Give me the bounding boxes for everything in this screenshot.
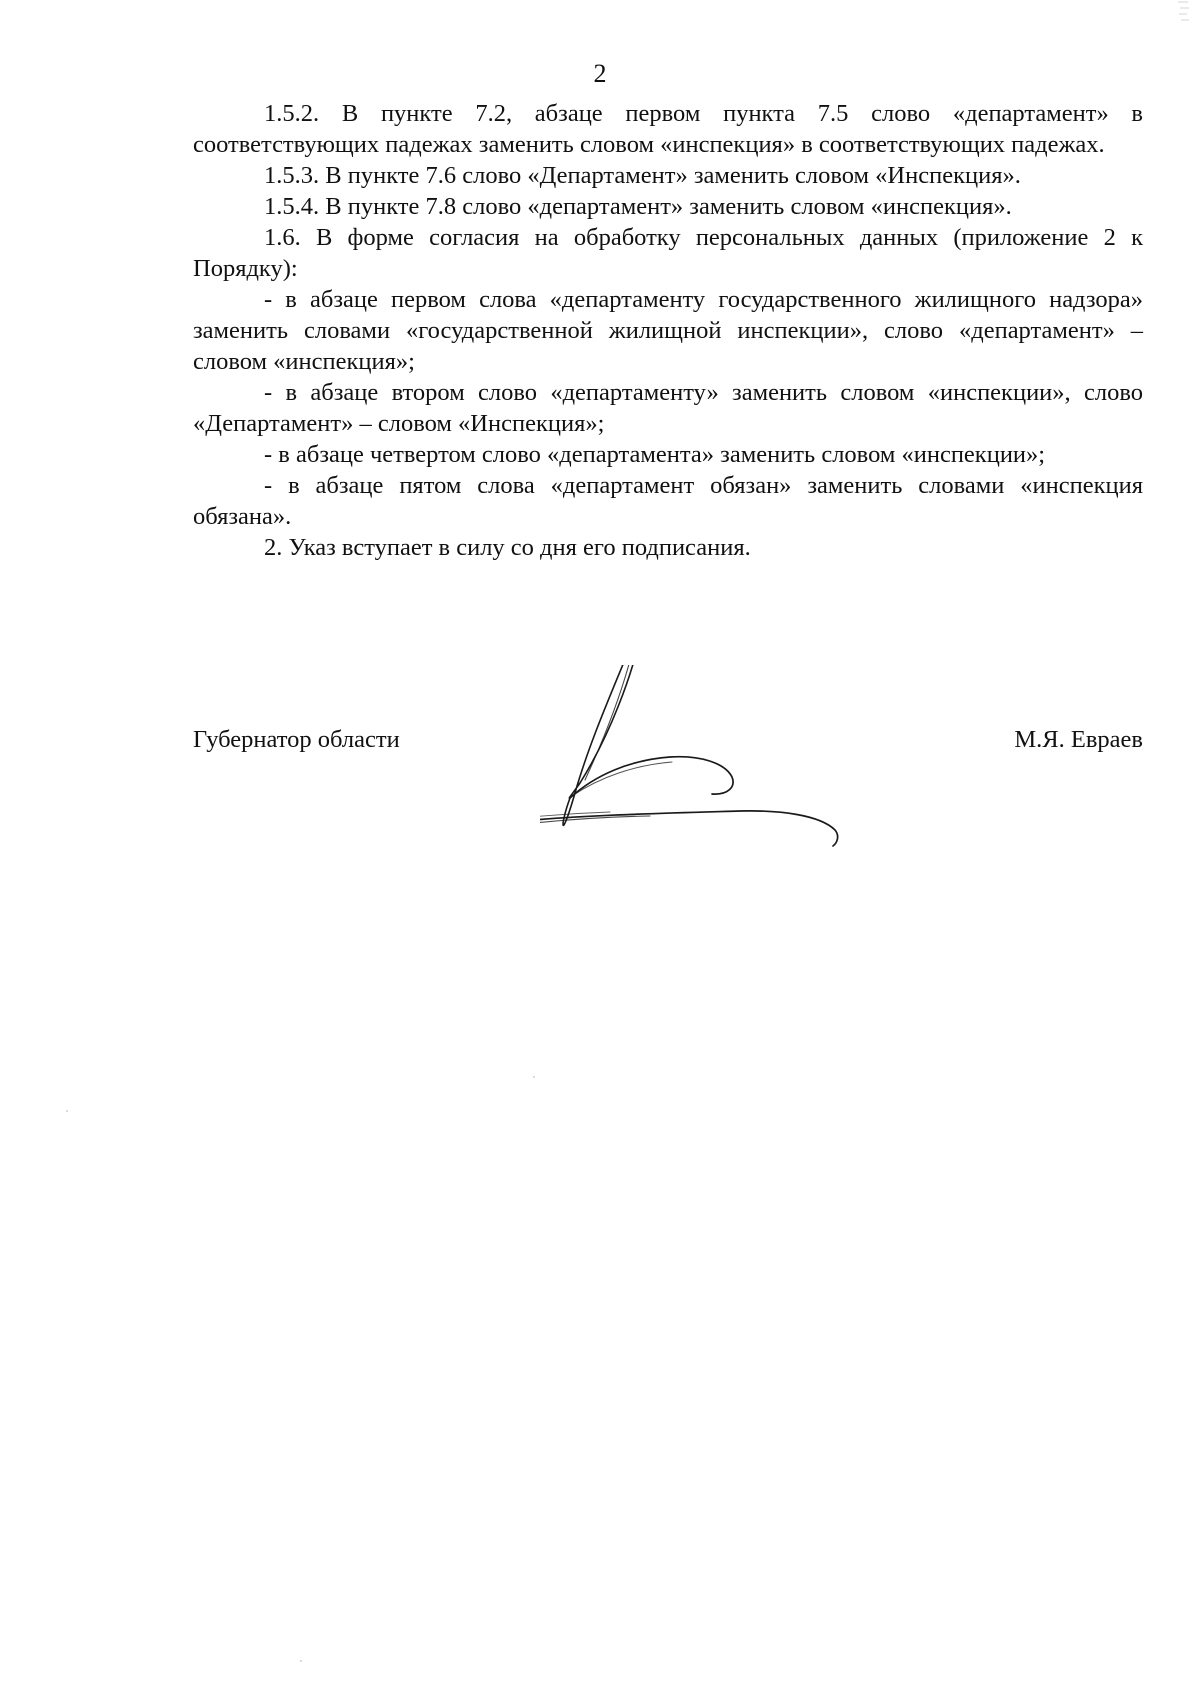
scan-edge-mark	[1174, 0, 1192, 26]
signer-name: М.Я. Евраев	[1014, 726, 1143, 753]
document-body	[193, 98, 1143, 563]
paragraph-1-5-3: 1.5.3. В пункте 7.6 слово «Департамент» заменить словом «Инспекция».	[264, 162, 1021, 189]
list-item-fourth-paragraph: - в абзаце четвертом слово «департамента» заменить словом «инспекции»;	[264, 441, 1046, 468]
page-number: 2	[593, 59, 607, 88]
paragraph-1-5-2: 1.5.2. В пункте 7.2, абзаце первом пункта 7.5 слово «департамент» в соответствующих падежах заменить словом «инспекция» в соответствующих падежах.	[193, 100, 1143, 158]
paragraph-1-5-4: 1.5.4. В пункте 7.8 слово «департамент» заменить словом «инспекция».	[264, 193, 1012, 220]
paragraph-1-6: 1.6. В форме согласия на обработку персональных данных (приложение 2 к Порядку):	[193, 224, 1143, 282]
scan-speck	[66, 1110, 68, 1112]
scan-speck	[300, 1660, 302, 1662]
list-item-first-paragraph: - в абзаце первом слова «департаменту государственного жилищного надзора» заменить словами «государственной жилищной инспекции», слово «департамент» – словом «инспекция»;	[193, 286, 1143, 375]
signer-title: Губернатор области	[193, 726, 400, 753]
handwritten-signature	[540, 665, 930, 915]
scan-speck	[533, 1076, 535, 1078]
list-item-second-paragraph: - в абзаце втором слово «департаменту» заменить словом «инспекции», слово «Департамент» – словом «Инспекция»;	[193, 379, 1143, 437]
list-item-fifth-paragraph: - в абзаце пятом слова «департамент обязан» заменить словами «инспекция обязана».	[193, 472, 1143, 530]
paragraph-effective-date: 2. Указ вступает в силу со дня его подписания.	[264, 534, 751, 561]
